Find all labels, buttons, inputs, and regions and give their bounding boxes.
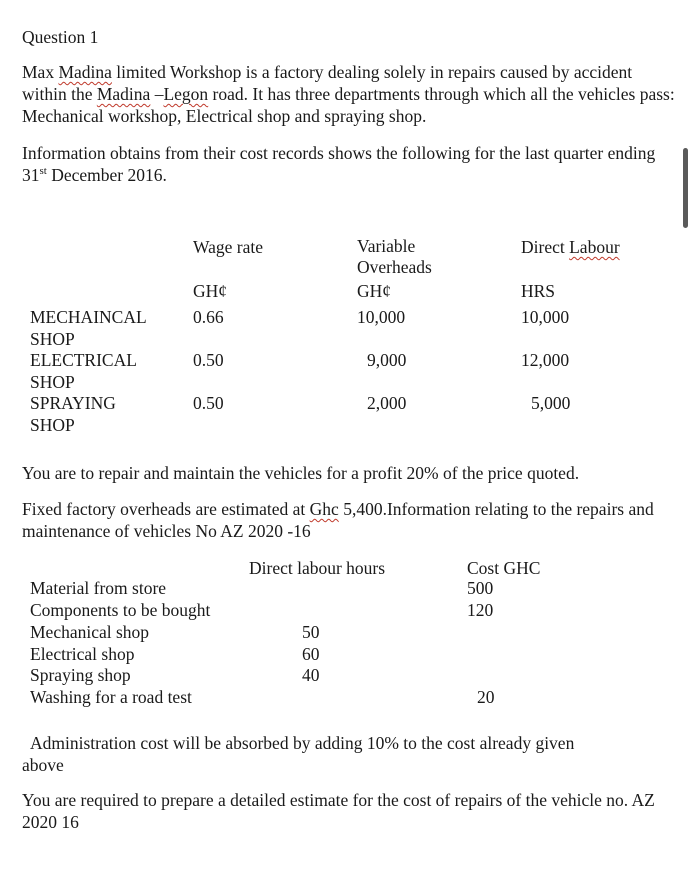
- dept-name-line2: SHOP: [30, 372, 75, 392]
- wage-value: 0.50: [193, 393, 224, 413]
- intro-paragraph: Max Madina limited Workshop is a factory dealing solely in repairs caused by accident within the Madina –Legon road. It has three departments through which all the vehicles pass: Mechanical workshop, Electrical shop and spraying shop.: [22, 62, 675, 126]
- required-paragraph: You are required to prepare a detailed estimate for the cost of repairs of the vehicle no. AZ 2020 16: [22, 790, 655, 832]
- dept-name: ELECTRICAL: [30, 350, 137, 370]
- unit-wage: GH¢: [193, 281, 228, 301]
- question-title: Question 1: [22, 27, 99, 47]
- header-variable: Variable: [357, 236, 416, 256]
- item-cost: 120: [467, 600, 494, 620]
- item-label: Washing for a road test: [30, 687, 192, 707]
- item-label: Material from store: [30, 578, 167, 598]
- item-label: Components to be bought: [30, 600, 211, 620]
- dept-name: SPRAYING: [30, 393, 116, 413]
- unit-overheads: GH¢: [357, 281, 392, 301]
- item-cost: 500: [467, 578, 494, 598]
- dept-name-line2: SHOP: [30, 329, 75, 349]
- header-direct-labour: Direct Labour: [521, 237, 620, 257]
- item-label: Spraying shop: [30, 665, 131, 685]
- header-cost: Cost GHC: [467, 558, 541, 578]
- item-hours: 50: [302, 622, 320, 642]
- item-label: Electrical shop: [30, 644, 135, 664]
- wage-value: 0.66: [193, 307, 224, 327]
- header-overheads: Overheads: [357, 257, 432, 277]
- scrollbar-thumb[interactable]: [683, 148, 688, 228]
- admin-paragraph-line2: above: [22, 755, 64, 775]
- header-direct-labour-hours: Direct labour hours: [249, 558, 386, 578]
- labour-value: 5,000: [531, 393, 571, 413]
- labour-value: 12,000: [521, 350, 570, 370]
- admin-paragraph-line1: Administration cost will be absorbed by adding 10% to the cost already given: [30, 733, 575, 753]
- dept-name-line2: SHOP: [30, 415, 75, 435]
- profit-paragraph: You are to repair and maintain the vehicles for a profit 20% of the price quoted.: [22, 463, 580, 483]
- item-hours: 60: [302, 644, 320, 664]
- overheads-value: 2,000: [367, 393, 407, 413]
- header-wage-rate: Wage rate: [193, 237, 263, 257]
- labour-value: 10,000: [521, 307, 570, 327]
- item-hours: 40: [302, 665, 320, 685]
- info-paragraph: Information obtains from their cost records shows the following for the last quarter ending 31st December 2016.: [22, 143, 656, 185]
- overheads-value: 9,000: [367, 350, 407, 370]
- overheads-value: 10,000: [357, 307, 406, 327]
- wage-value: 0.50: [193, 350, 224, 370]
- dept-name: MECHAINCAL: [30, 307, 147, 327]
- fixed-overheads-paragraph: Fixed factory overheads are estimated at Ghc 5,400.Information relating to the repairs and maintenance of vehicles No AZ 2020 -16: [22, 499, 654, 541]
- item-label: Mechanical shop: [30, 622, 150, 642]
- unit-labour: HRS: [521, 281, 556, 301]
- item-cost: 20: [477, 687, 495, 707]
